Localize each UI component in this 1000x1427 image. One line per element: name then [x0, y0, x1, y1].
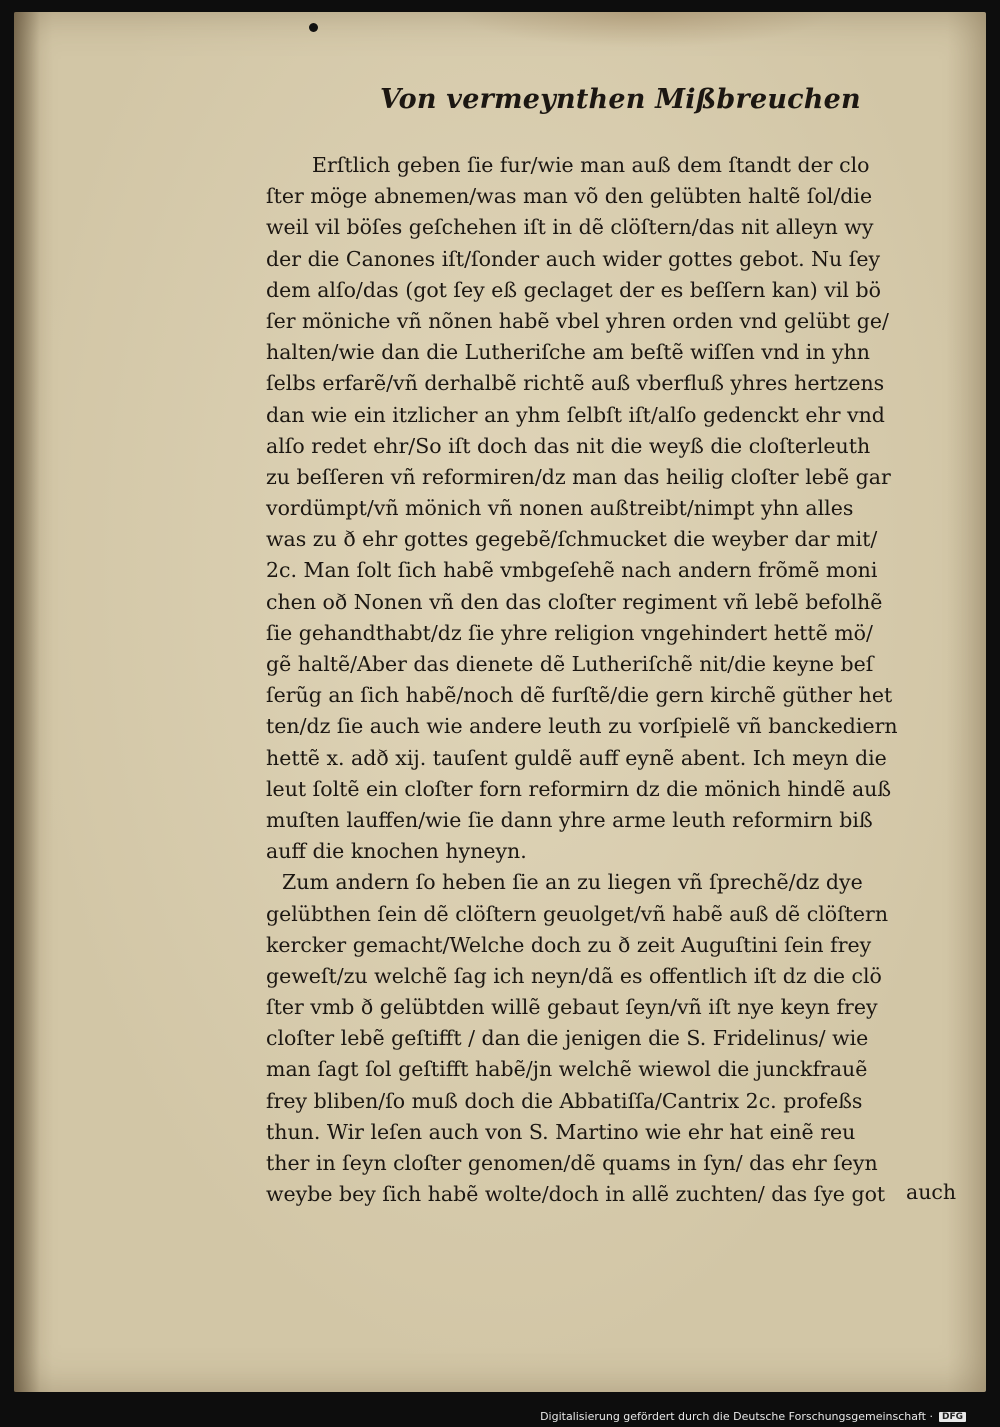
- text-line: kercker gemacht/Welche doch zu ð zeit Auguſtini ſein frey: [266, 932, 872, 957]
- text-line: ſer möniche vñ nõnen habẽ vbel yhren orden vnd gelübt ge/: [266, 308, 889, 333]
- text-line: weybe bey ſich habẽ wolte/doch in allẽ zuchten/ das ſye got: [266, 1182, 886, 1207]
- footer-credit-text: Digitalisierung gefördert durch die Deutsche Forschungsgemeinschaft ·: [540, 1410, 933, 1423]
- text-line: Zum andern ſo heben ſie an zu liegen vñ ſprechẽ/dz dye: [282, 870, 863, 895]
- text-line: alſo redet ehr/So iſt doch das nit die weyß die cloſterleuth: [266, 433, 871, 458]
- text-line: geweſt/zu welchẽ ſag ich neyn/dã es offentlich iſt dz die clö: [266, 963, 882, 988]
- binding-hole: [309, 23, 318, 32]
- catchword: auch: [906, 1180, 957, 1204]
- text-line: ſter möge abnemen/was man võ den gelübten haltẽ ſol/die: [266, 184, 873, 209]
- text-line: leut ſoltẽ ein cloſter forn reformirn dz die mönich hindẽ auß: [266, 776, 892, 801]
- paragraph-1: [266, 150, 966, 867]
- text-line: gelübthen ſein dẽ clöſtern geuolget/vñ habẽ auß dẽ clöſtern: [266, 901, 889, 926]
- text-line: man ſagt ſol geſtifft habẽ/jn welchẽ wiewol die junckfrauẽ: [266, 1057, 868, 1082]
- text-line: vordümpt/vñ mönich vñ nonen außtreibt/nimpt yhn alles: [266, 496, 854, 521]
- text-line: weil vil böſes geſchehen iſt in dẽ clöſtern/das nit alleyn wy: [266, 215, 874, 240]
- text-line: Erſtlich geben ſie fur/wie man auß dem ſtandt der clo: [312, 153, 870, 177]
- text-line: ten/dz ſie auch wie andere leuth zu vorſpielẽ vñ banckediern: [266, 714, 898, 739]
- text-line: frey bliben/ſo muß doch die Abbatiſſa/Cantrix 2c. profeßs: [266, 1088, 863, 1113]
- text-line: dan wie ein itzlicher an yhm ſelbſt iſt/alſo gedenckt ehr vnd: [266, 402, 885, 427]
- text-line: thun. Wir leſen auch von S. Martino wie ehr hat einẽ reu: [266, 1119, 856, 1144]
- text-line: cloſter lebẽ geſtifft / dan die jenigen die S. Fridelinus/ wie: [266, 1026, 869, 1051]
- text-line: ther in ſeyn cloſter genomen/dẽ quams in ſyn/ das ehr ſeyn: [266, 1151, 878, 1175]
- text-line: was zu ð ehr gottes gegebẽ/ſchmucket die weyber dar mit/: [266, 527, 878, 552]
- text-line: chen oð Nonen vñ den das cloſter regiment vñ lebẽ befolhẽ: [266, 589, 883, 614]
- footer-credit: [540, 1410, 966, 1423]
- text-line: ſie gehandthabt/dz ſie yhre religion vngehindert hettẽ mö/: [266, 620, 873, 645]
- text-line: dem alſo/das (got ſey eß geclaget der es beſſern kan) vil bö: [266, 277, 881, 302]
- text-line: hettẽ x. adð xij. tauſent guldẽ auff eynẽ abent. Ich meyn die: [266, 745, 887, 770]
- running-header: Von vermeynthen Mißbreuchen: [380, 84, 861, 115]
- text-line: ſter vmb ð gelübtden willẽ gebaut ſeyn/vñ iſt nye keyn frey: [266, 995, 878, 1020]
- text-line: der die Canones iſt/ſonder auch wider gottes gebot. Nu ſey: [266, 246, 881, 271]
- body-text: [266, 150, 966, 1210]
- text-line: muſten lauffen/wie ſie dann yhre arme leuth reformirn biß: [266, 807, 873, 832]
- dfg-logo: DFG: [939, 1412, 966, 1422]
- text-line: ſerũg an ſich habẽ/noch dẽ furſtẽ/die gern kirchẽ güther het: [266, 683, 893, 708]
- page-top-stain: [454, 12, 834, 48]
- page-spine-shadow: [14, 12, 40, 1392]
- paragraph-2: [266, 867, 966, 1210]
- text-line: 2c. Man ſolt ſich habẽ vmbgeſehẽ nach andern frõmẽ moni: [266, 558, 878, 583]
- text-line: gẽ haltẽ/Aber das dienete dẽ Lutheriſchẽ nit/die keyne beſ: [266, 652, 874, 676]
- text-line: halten/wie dan die Lutheriſche am beſtẽ wiſſen vnd in yhn: [266, 340, 870, 365]
- text-line: auff die knochen hyneyn.: [266, 839, 527, 864]
- text-line: ſelbs erfarẽ/vñ derhalbẽ richtẽ auß vberfluß yhres hertzens: [266, 371, 885, 396]
- text-line: zu beſſeren vñ reformiren/dz man das heilig cloſter lebẽ gar: [266, 464, 891, 489]
